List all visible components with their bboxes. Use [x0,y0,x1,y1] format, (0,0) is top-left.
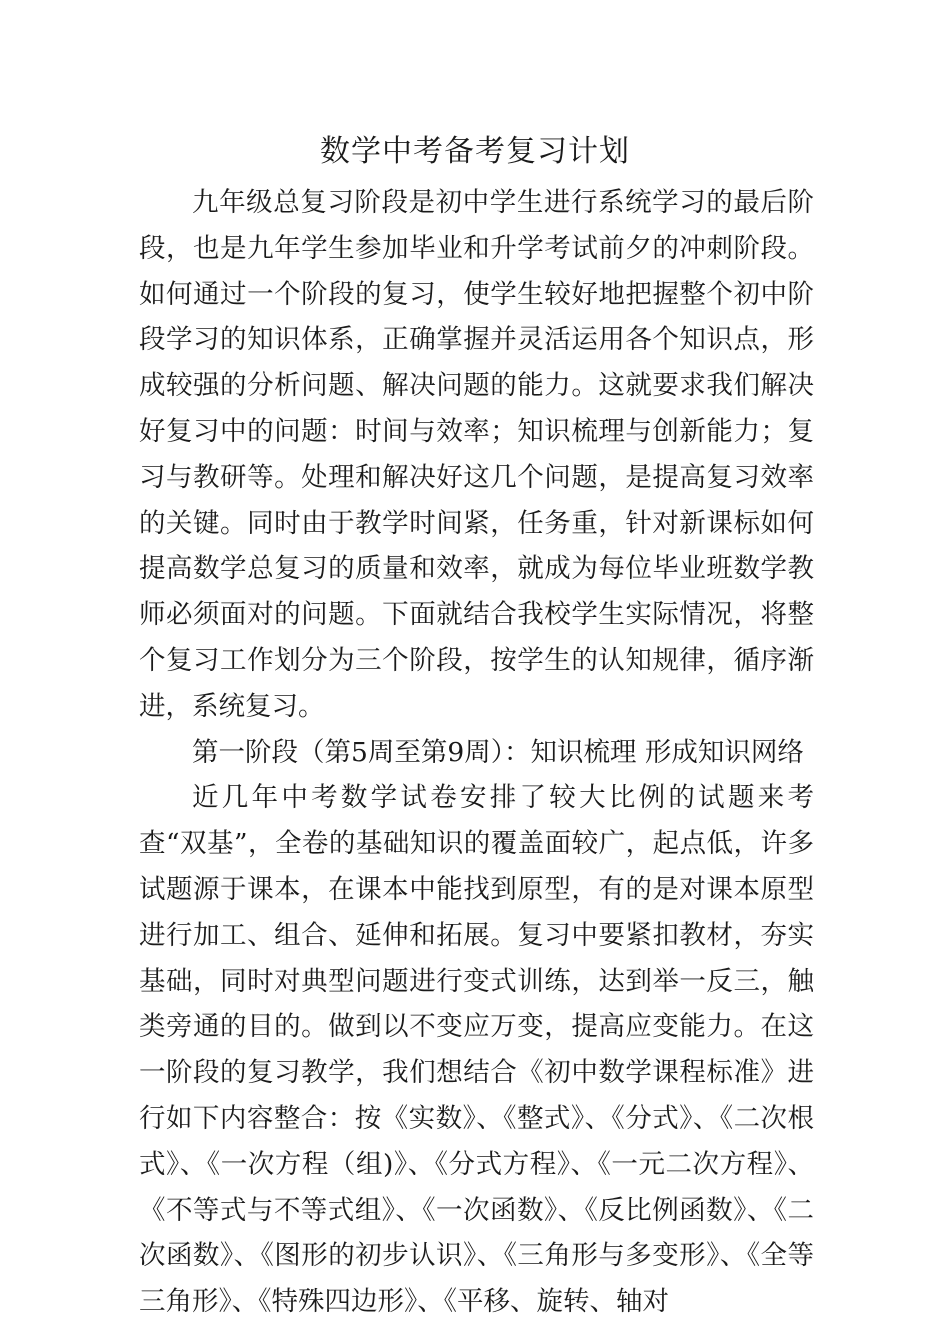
paragraph-intro: 九年级总复习阶段是初中学生进行系统学习的最后阶段，也是九年学生参加毕业和升学考试前夕的冲刺阶段。如何通过一个阶段的复习，使学生较好地把握整个初中阶段学习的知识体系，正确掌握并灵活运用各个知识点，形成较强的分析问题、解决问题的能力。这就要求我们解决好复习中的问题：时间与效率；知识梳理与创新能力；复习与教研等。处理和解决好这几个问题，是提高复习效率的关键。同时由于教学时间紧，任务重，针对新课标如何提高数学总复习的质量和效率，就成为每位毕业班数学教师必须面对的问题。下面就结合我校学生实际情况，将整个复习工作划分为三个阶段，按学生的认知规律，循序渐进，系统复习。 [139,187,814,722]
paragraph-stage-one-content: 近几年中考数学试卷安排了较大比例的试题来考查“双基”，全卷的基础知识的覆盖面较广，起点低，许多试题源于课本，在课本中能找到原型，有的是对课本原型进行加工、组合、延伸和拓展。复习中要紧扣教材，夯实基础，同时对典型问题进行变式训练，达到举一反三，触类旁通的目的。做到以不变应万变，提高应变能力。在这一阶段的复习教学，我们想结合《初中数学课程标准》进行如下内容整合：按《实数》、《整式》、《分式》、《二次根式》、《一次方程（组)》、《分式方程》、《一元二次方程》、《不等式与不等式组》、《一次函数》、《反比例函数》、《二次函数》、《图形的初步认识》、《三角形与多变形》、《全等三角形》、《特殊四边形》、《平移、旋转、轴对 [139,782,814,1318]
document-title: 数学中考备考复习计划 [320,134,630,169]
paragraph-stage-one-heading: 第一阶段（第5周至第9周）：知识梳理 形成知识网络 [192,736,804,768]
document-body [139,180,814,1325]
